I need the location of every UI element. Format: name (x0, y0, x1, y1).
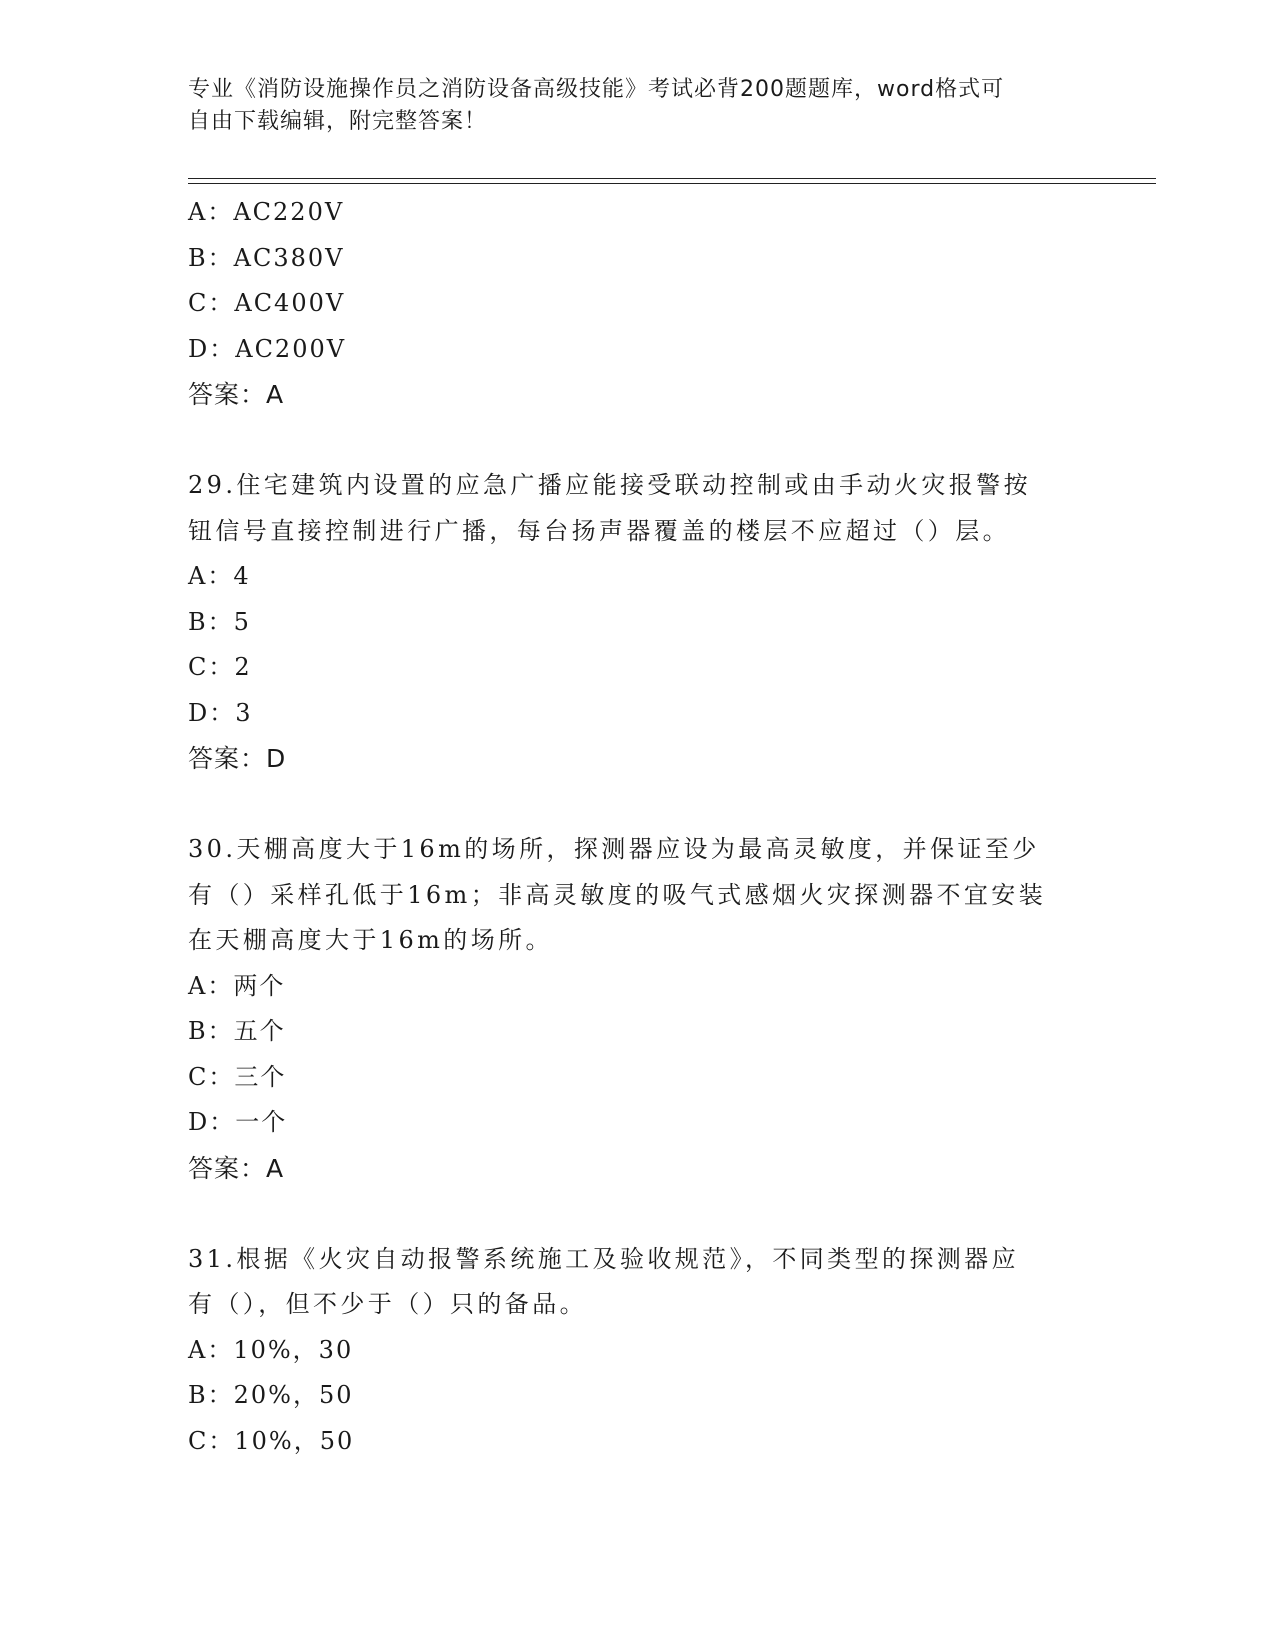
option-a: A：AC220V (188, 198, 345, 226)
question-block-30 (188, 827, 1088, 1191)
option-b: B：5 (188, 607, 251, 636)
option-a: A：10%，30 (188, 1335, 354, 1364)
question-list (188, 190, 1088, 1464)
option-a: A：4 (188, 562, 251, 590)
option-d: D：一个 (188, 1108, 288, 1136)
option-c: C：10%，50 (188, 1426, 355, 1455)
question-block-28 (188, 190, 1088, 418)
option-a: A：两个 (188, 971, 286, 1000)
spacer (188, 1191, 1088, 1237)
spacer (188, 782, 1088, 828)
question-text-line: 有（），但不少于（）只的备品。 (188, 1290, 587, 1318)
question-text-line: 30.天棚高度大于16m的场所，探测器应设为最高灵敏度，并保证至少 (188, 835, 1040, 863)
header-line-1: 专业《消防设施操作员之消防设备高级技能》考试必背200题题库，word格式可 (188, 77, 1005, 102)
answer-line: 答案：A (188, 380, 285, 409)
option-b: B：五个 (188, 1017, 286, 1045)
option-d: D：AC200V (188, 334, 347, 363)
answer-line: 答案：D (188, 744, 287, 773)
option-c: C：2 (188, 653, 252, 681)
spacer (188, 418, 1088, 464)
question-text-line: 有（）采样孔低于16m；非高灵敏度的吸气式感烟火灾探测器不宜安装 (188, 880, 1047, 909)
option-c: C：AC400V (188, 289, 346, 317)
question-text-line: 钮信号直接控制进行广播，每台扬声器覆盖的楼层不应超过（）层。 (188, 516, 1010, 545)
option-d: D：3 (188, 698, 253, 727)
question-block-31 (188, 1237, 1088, 1465)
question-text-line: 31.根据《火灾自动报警系统施工及验收规范》，不同类型的探测器应 (188, 1244, 1019, 1273)
header-divider (188, 178, 1156, 184)
question-text-line: 29.住宅建筑内设置的应急广播应能接受联动控制或由手动火灾报警按 (188, 471, 1031, 499)
option-b: B：20%，50 (188, 1381, 354, 1409)
page-header (188, 74, 1068, 138)
option-b: B：AC380V (188, 243, 345, 272)
question-block-29 (188, 463, 1088, 782)
answer-line: 答案：A (188, 1153, 285, 1183)
option-c: C：三个 (188, 1062, 287, 1091)
header-line-2: 自由下载编辑，附完整答案！ (188, 109, 488, 134)
question-text-line: 在天棚高度大于16m的场所。 (188, 926, 553, 954)
